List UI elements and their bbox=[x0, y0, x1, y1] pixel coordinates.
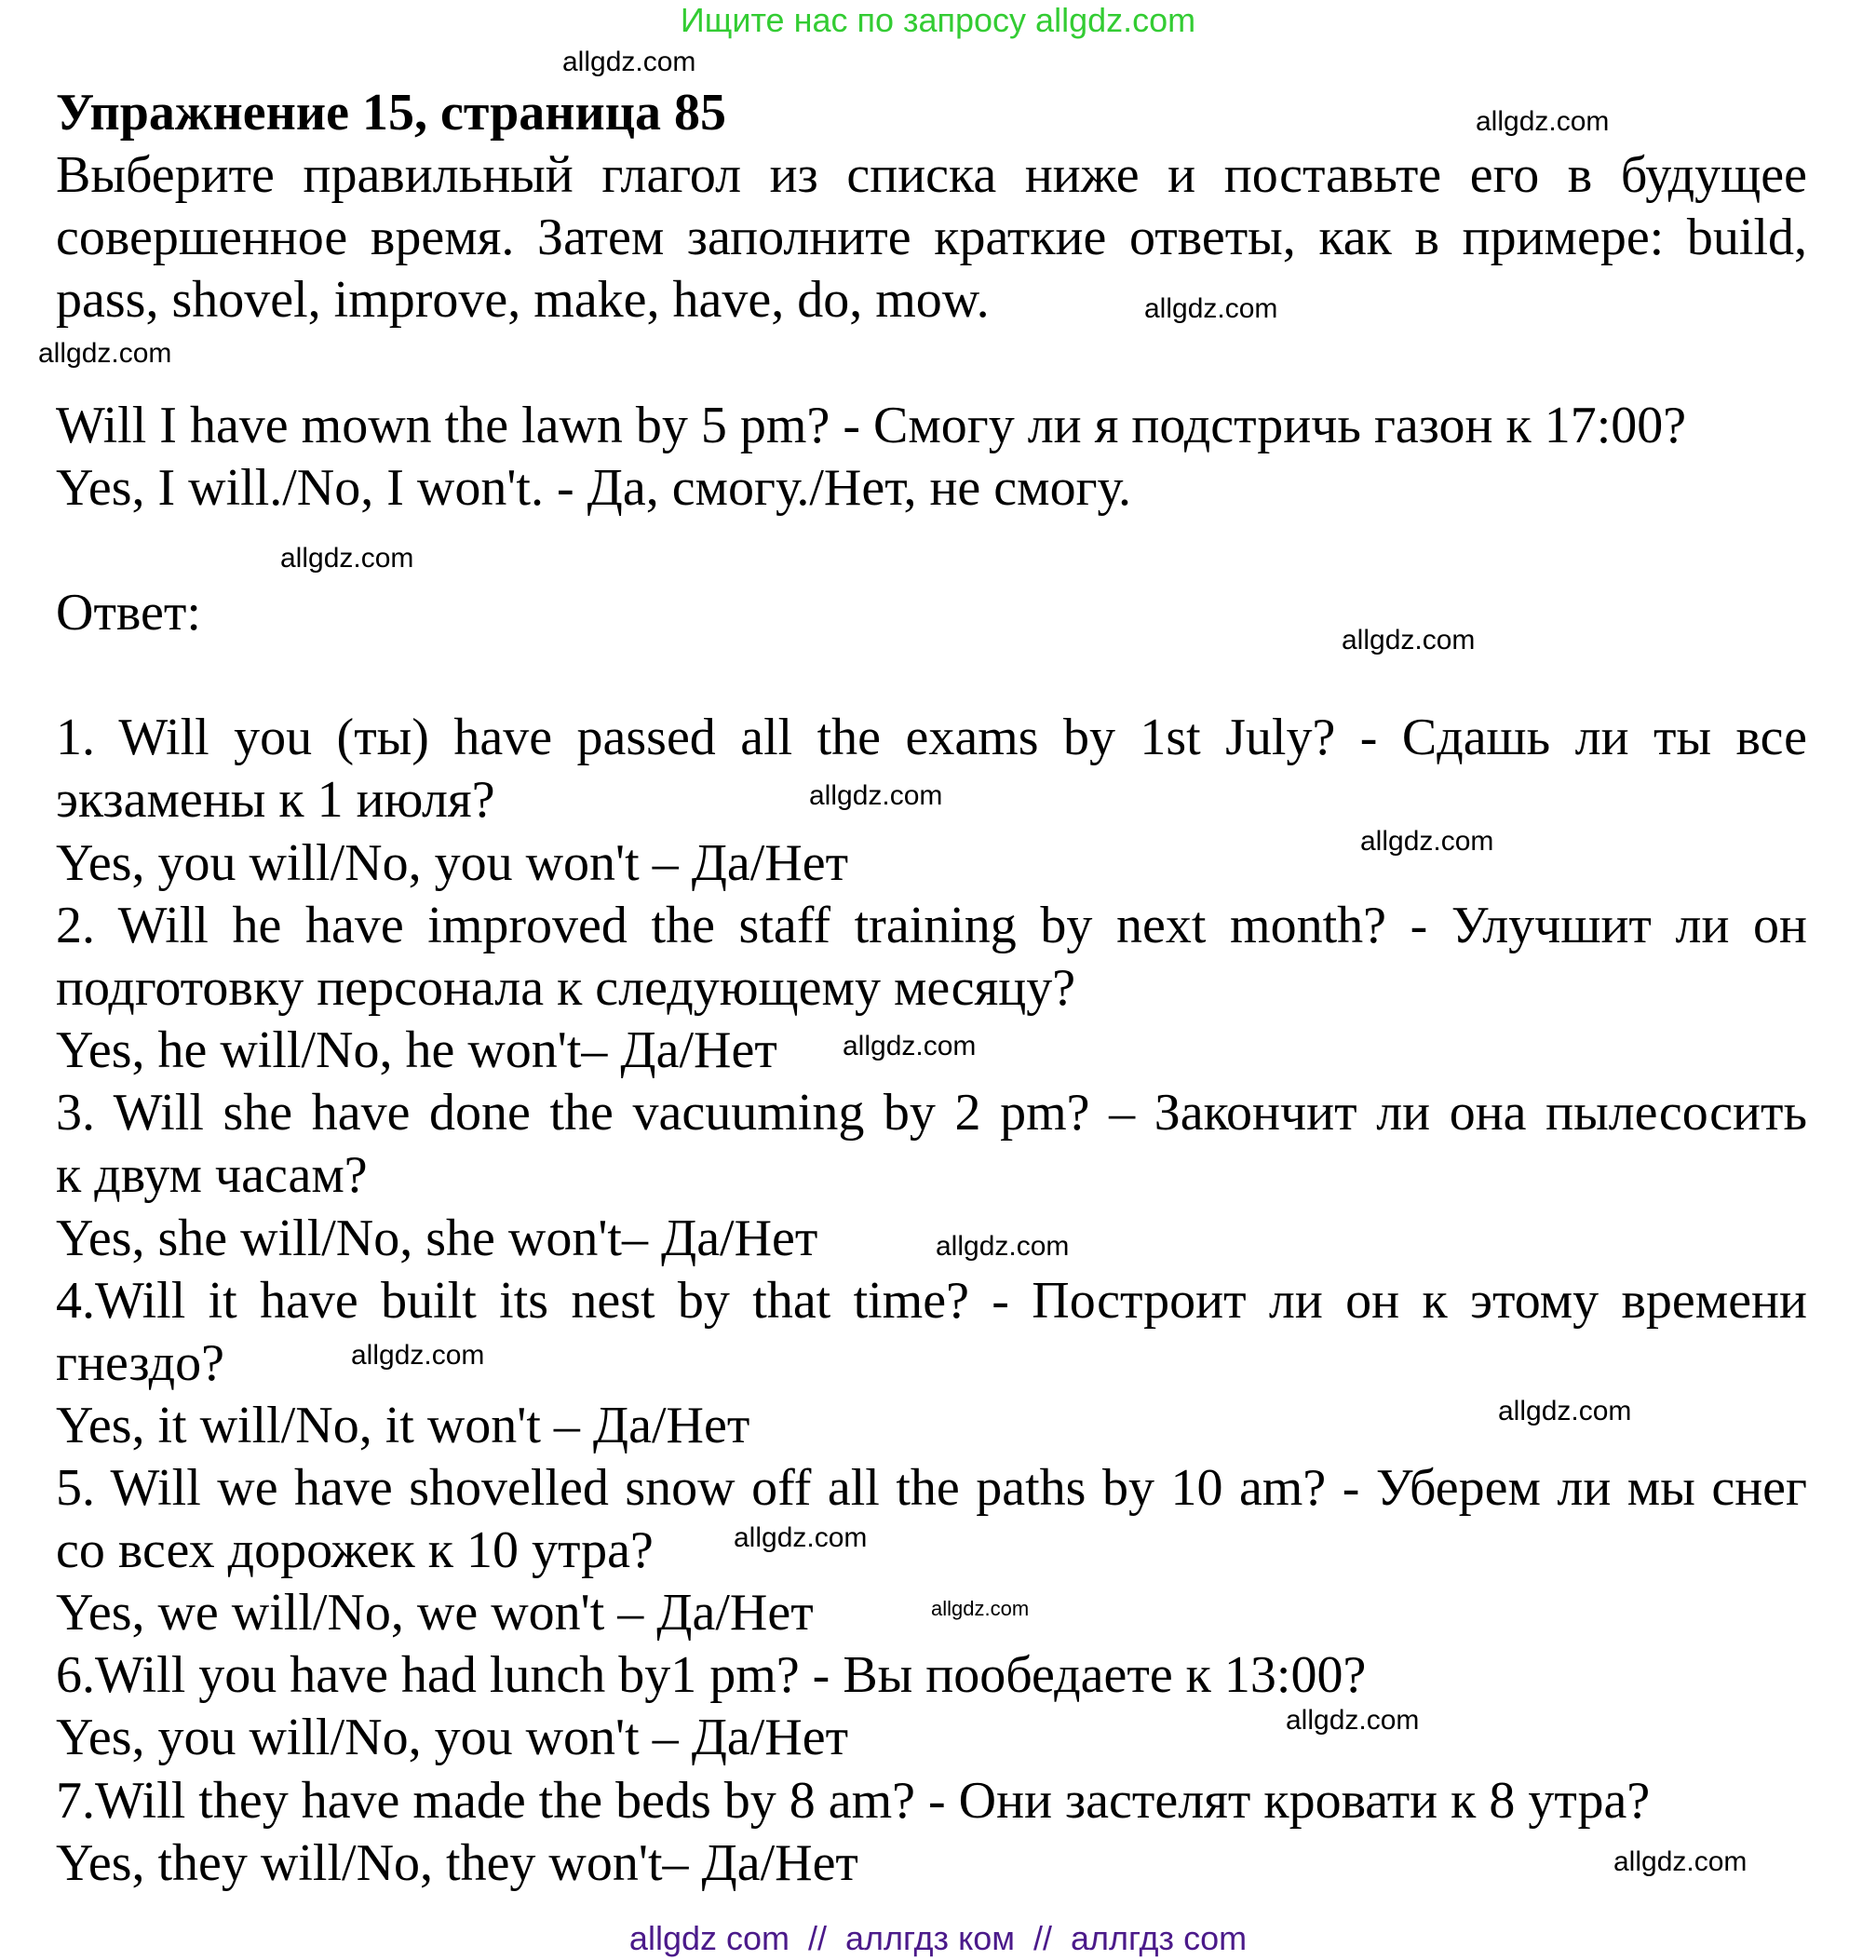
watermark: allgdz.com bbox=[38, 338, 172, 369]
answer-line: 1. Will you (ты) have passed all the exams by 1st July? - Сдашь ли ты все bbox=[56, 709, 1807, 766]
watermark: allgdz.com bbox=[351, 1340, 485, 1371]
answer-line: со всех дорожек к 10 утра? bbox=[56, 1521, 654, 1579]
example-question: Will I have mown the lawn by 5 pm? - Смогу ли я подстричь газон к 17:00? bbox=[56, 397, 1687, 454]
watermark: allgdz.com bbox=[1144, 293, 1278, 324]
answer-line: подготовку персонала к следующему месяцу? bbox=[56, 959, 1076, 1017]
answer-line: к двум часам? bbox=[56, 1146, 368, 1204]
instruction-line: совершенное время. Затем заполните краткие ответы, как в примере: build, bbox=[56, 209, 1807, 266]
answer-line: Yes, she will/No, she won't– Да/Нет bbox=[56, 1210, 818, 1267]
answer-line: Yes, we will/No, we won't – Да/Нет bbox=[56, 1584, 814, 1642]
answer-line: 2. Will he have improved the staff training by next month? - Улучшит ли он bbox=[56, 897, 1807, 954]
answer-line: 4.Will it have built its nest by that time? - Построит ли он к этому времени bbox=[56, 1272, 1807, 1330]
watermark: allgdz.com bbox=[280, 543, 414, 574]
answer-line: 3. Will she have done the vacuuming by 2 pm? – Закончит ли она пылесосить bbox=[56, 1084, 1807, 1142]
watermark: allgdz.com bbox=[936, 1231, 1070, 1262]
answer-line: Yes, you will/No, you won't – Да/Нет bbox=[56, 1709, 849, 1766]
answer-line: 7.Will they have made the beds by 8 am? - Они застелят кровати к 8 утра? bbox=[56, 1772, 1651, 1830]
watermark: allgdz.com bbox=[1286, 1705, 1420, 1736]
example-answer: Yes, I will./No, I won't. - Да, смогу./Нет, не смогу. bbox=[56, 459, 1131, 517]
watermark: allgdz.com bbox=[1613, 1846, 1748, 1877]
watermark: allgdz.com bbox=[1476, 106, 1610, 137]
page-title: Упражнение 15, страница 85 bbox=[56, 84, 727, 142]
answer-label: Ответ: bbox=[56, 584, 201, 642]
instruction-line: pass, shovel, improve, make, have, do, mow. bbox=[56, 271, 990, 329]
watermark: allgdz.com bbox=[562, 47, 696, 77]
watermark: allgdz.com bbox=[1342, 625, 1476, 656]
footer-watermark: allgdz com // аллгдз ком // аллгдз com bbox=[628, 1919, 1248, 1957]
watermark: allgdz.com bbox=[809, 780, 943, 811]
answer-line: экзамены к 1 июля? bbox=[56, 771, 495, 829]
watermark: allgdz.com bbox=[931, 1597, 1030, 1620]
answer-line: Yes, they will/No, they won't– Да/Нет bbox=[56, 1834, 858, 1892]
answer-line: 6.Will you have had lunch by1 pm? - Вы пообедаете к 13:00? bbox=[56, 1646, 1367, 1704]
answer-line: Yes, you will/No, you won't – Да/Нет bbox=[56, 834, 849, 892]
answer-line: Yes, it will/No, it won't – Да/Нет bbox=[56, 1397, 750, 1454]
watermark: allgdz.com bbox=[734, 1522, 868, 1553]
answer-line: Yes, he will/No, he won't– Да/Нет bbox=[56, 1021, 777, 1079]
instruction-line: Выберите правильный глагол из списка ниже и поставьте его в будущее bbox=[56, 146, 1807, 204]
watermark: allgdz.com bbox=[843, 1031, 977, 1061]
watermark: allgdz.com bbox=[1498, 1396, 1632, 1426]
answer-line: 5. Will we have shovelled snow off all the paths by 10 am? - Уберем ли мы снег bbox=[56, 1459, 1807, 1517]
answer-line: гнездо? bbox=[56, 1334, 224, 1392]
search-banner: Ищите нас по запросу allgdz.com bbox=[680, 1, 1196, 39]
watermark: allgdz.com bbox=[1360, 826, 1494, 857]
